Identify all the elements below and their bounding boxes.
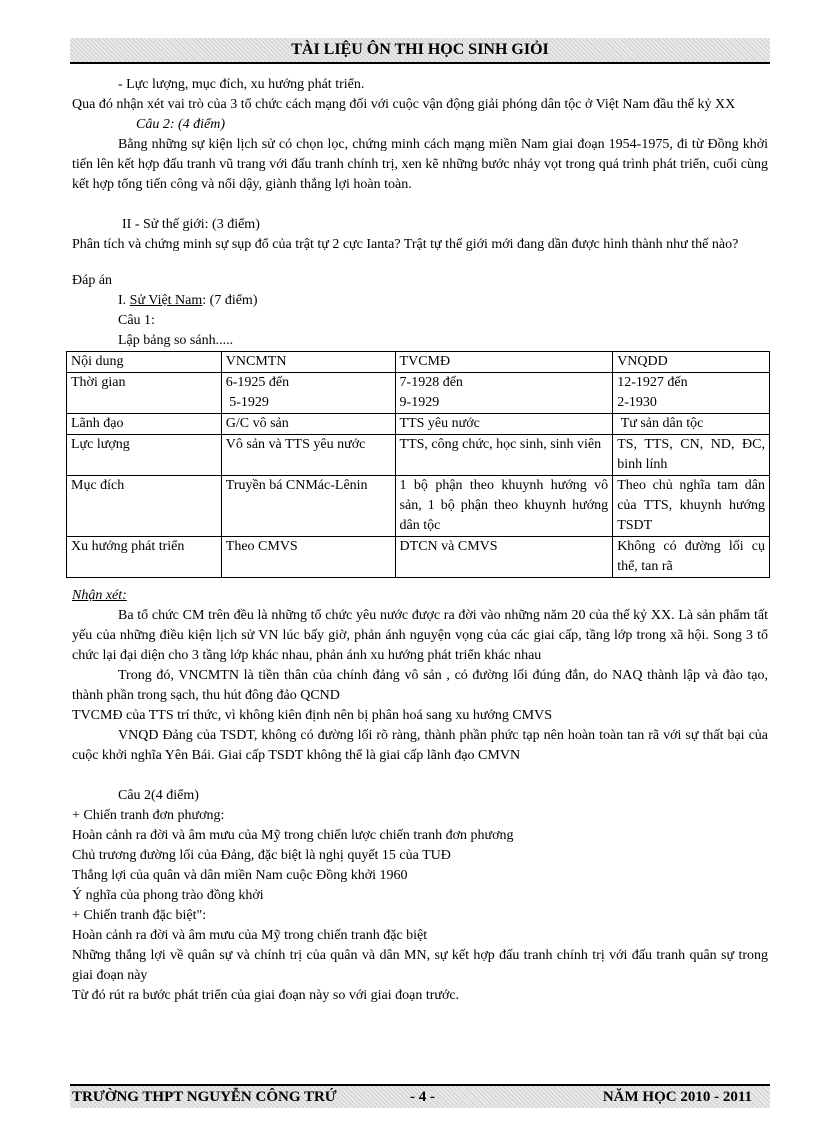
table-cell: [395, 414, 613, 435]
world-history-text: Phân tích và chứng minh sự sụp đổ của trật tự 2 cực Ianta? Trật tự thế giới mới đang dần được hình thành như thế nào?: [72, 237, 739, 252]
table-cell: [221, 373, 395, 414]
remarks-title: Nhận xét:: [72, 588, 127, 603]
answer-line: Ý nghĩa của phong trào đồng khởi: [72, 888, 264, 903]
world-history-title: II - Sử thế giới: (3 điểm): [122, 217, 260, 232]
remarks-paragraph: Trong đó, VNCMTN là tiền thân của chính đảng vô sản , có đường lối đúng đắn, do NAQ thành lập và đào tạo, thành phần trong sạch, thu hút đông đảo QCND: [72, 668, 768, 703]
page-footer: [70, 1084, 770, 1108]
remarks-paragraph: Ba tổ chức CM trên đều là những tổ chức yêu nước được ra đời vào những năm 20 của thế kỷ XX. Là sản phẩm tất yếu của những điều kiện lịch sử VN lúc bấy giờ, phản ánh nguyện vọng của các giai cấp, tầng lớp trong xã hội. Song 3 tổ chức lại đại diện cho 3 tầng lớp khác nhau, phản ánh xu hướng phát triển khác nhau: [72, 608, 768, 663]
table-cell: [613, 414, 770, 435]
table-cell-line: Tư sản dân tộc: [617, 416, 704, 431]
question-1-label: Câu 1:: [118, 313, 155, 328]
table-cell-line: 12-1927 đến: [617, 375, 688, 390]
table-row: [67, 537, 770, 578]
footer-page-number: - 4 -: [410, 1089, 435, 1105]
table-cell-line: Theo chủ nghĩa tam dân của TTS, khuynh hướng TSDT: [617, 478, 769, 533]
table-header-cell: VNCMTN: [221, 352, 395, 373]
answer-label: Đáp án: [72, 273, 113, 288]
footer-school-year: NĂM HỌC 2010 - 2011: [602, 1089, 752, 1105]
table-cell-line: DTCN và CMVS: [399, 539, 498, 554]
table-cell: [613, 373, 770, 414]
answer-line: Hoàn cảnh ra đời và âm mưu của Mỹ trong chiến lược chiến tranh đơn phương: [72, 828, 514, 843]
answer-line: + Chiến tranh đơn phương:: [72, 808, 225, 823]
table-cell: [221, 476, 395, 537]
compare-label: Lập bảng so sánh.....: [118, 333, 234, 348]
answer-line: Những thắng lợi về quân sự và chính trị của quân và dân MN, sự kết hợp đấu tranh chính trị với đấu tranh quân sự trong giai đoạn này: [72, 948, 768, 983]
table-cell: [221, 414, 395, 435]
table-header-cell: VNQDD: [613, 352, 770, 373]
table-header-row: [67, 352, 770, 373]
comparison-table: [66, 351, 770, 578]
table-row-label: Thời gian: [67, 373, 222, 414]
part-1-title: I. Sử Việt Nam: (7 điểm): [118, 293, 258, 308]
table-row-label: Lãnh đạo: [67, 414, 222, 435]
table-cell-line: 9-1929: [399, 395, 440, 410]
remarks-paragraph: TVCMĐ của TTS trí thức, vì không kiên định nên bị phân hoá sang xu hướng CMVS: [72, 708, 553, 723]
table-row-label: Xu hướng phát triển: [67, 537, 222, 578]
question-2-answer-title: Câu 2(4 điểm): [118, 788, 199, 803]
table-cell: [395, 435, 613, 476]
table-cell-line: 1 bộ phận theo khuynh hướng vô sản, 1 bộ phận theo khuynh hướng dân tộc: [399, 478, 612, 533]
question-2-answer-list: [72, 806, 768, 1006]
table-cell-line: 2-1930: [617, 395, 657, 410]
answer-line: Chủ trương đường lối của Đảng, đặc biệt là nghị quyết 15 của TUĐ: [72, 848, 451, 863]
table-cell-line: Truyền bá CNMác-Lênin: [225, 478, 368, 493]
page-header: [70, 38, 770, 64]
document-body: [72, 75, 768, 1006]
table-cell-line: 5-1929: [225, 395, 269, 410]
table-cell-line: 6-1925 đến: [225, 375, 290, 390]
answer-line: + Chiến tranh đặc biệt":: [72, 908, 207, 923]
table-cell-line: TTS yêu nước: [399, 416, 480, 431]
table-cell: [221, 537, 395, 578]
table-row-label: Mục đích: [67, 476, 222, 537]
table-cell-line: 7-1928 đến: [399, 375, 463, 390]
question-2-title: Câu 2: (4 điểm): [136, 117, 226, 132]
table-cell: [613, 476, 770, 537]
table-cell-line: Theo CMVS: [225, 539, 298, 554]
table-cell-line: Vô sản và TTS yêu nước: [225, 437, 366, 452]
question-2-text: Bằng những sự kiện lịch sử có chọn lọc, chứng minh cách mạng miền Nam giai đoạn 1954-1975, đi từ Đồng khởi tiến lên kết hợp đấu tranh vũ trang với đấu tranh chính trị, xen kẽ những bước nhảy vọt trong quá trình phát triển, cuối cùng kết hợp tổng tiến công và nổi dậy, giành thắng lợi hoàn toàn.: [72, 137, 768, 192]
table-header-cell: TVCMĐ: [395, 352, 613, 373]
intro-line: - Lực lượng, mục đích, xu hướng phát triển.: [118, 77, 365, 92]
table-row: [67, 476, 770, 537]
table-row-label: Lực lượng: [67, 435, 222, 476]
table-cell: [395, 537, 613, 578]
table-row: [67, 373, 770, 414]
header-title: TÀI LIỆU ÔN THI HỌC SINH GIỎI: [291, 41, 549, 58]
answer-line: Thắng lợi của quân và dân miền Nam cuộc Đồng khởi 1960: [72, 868, 408, 883]
table-header-cell: Nội dung: [67, 352, 222, 373]
intro-paragraph: Qua đó nhận xét vai trò của 3 tổ chức cách mạng đối với cuộc vận động giải phóng dân tộc ở Việt Nam đầu thế kỷ XX: [72, 97, 736, 112]
table-row: [67, 435, 770, 476]
table-cell-line: TS, TTS, CN, ND, ĐC, binh lính: [617, 437, 769, 472]
footer-school: TRƯỜNG THPT NGUYỄN CÔNG TRỨ: [72, 1089, 337, 1105]
table-cell: [395, 476, 613, 537]
table-cell: [613, 435, 770, 476]
remarks-paragraph: VNQD Đảng của TSDT, không có đường lối rõ ràng, thành phần phức tạp nên hoàn toàn tan rã với sự thất bại của cuộc khởi nghĩa Yên Bái. Giai cấp TSDT không thể là giai cấp lãnh đạo CMVN: [72, 728, 768, 763]
table-cell-line: Không có đường lối cụ thể, tan rã: [617, 539, 769, 574]
table-cell-line: G/C vô sản: [225, 416, 289, 431]
table-cell-line: TTS, công chức, học sinh, sinh viên: [399, 437, 602, 452]
table-cell: [221, 435, 395, 476]
answer-line: Hoàn cảnh ra đời và âm mưu của Mỹ trong chiến tranh đặc biệt: [72, 928, 428, 943]
table-row: [67, 414, 770, 435]
table-cell: [395, 373, 613, 414]
answer-line: Từ đó rút ra bước phát triển của giai đoạn này so với giai đoạn trước.: [72, 988, 460, 1003]
table-cell: [613, 537, 770, 578]
